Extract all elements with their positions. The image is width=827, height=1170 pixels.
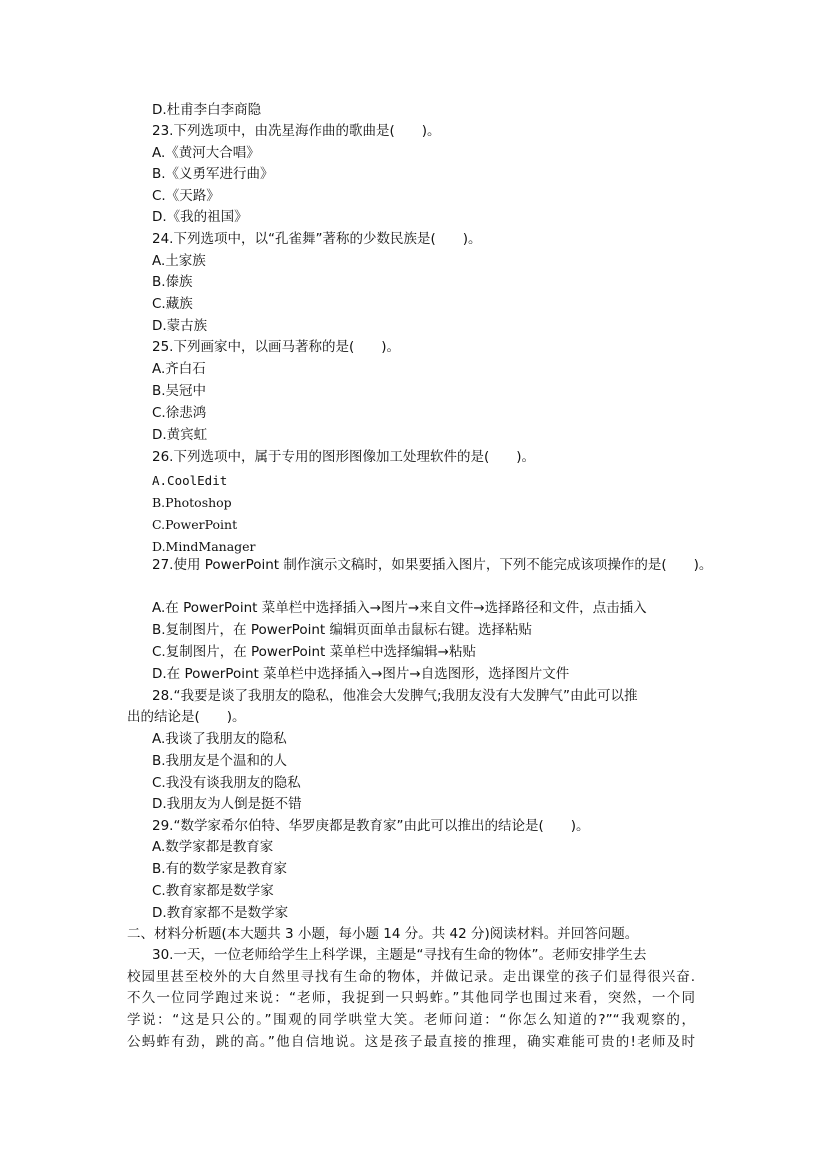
option-line: B.有的数学家是教育家 xyxy=(152,861,288,877)
option-line: D.我朋友为人倒是挺不错 xyxy=(152,796,302,812)
option-line: C.复制图片，在 PowerPoint 菜单栏中选择编辑→粘贴 xyxy=(152,644,476,660)
option-line: C.徐悲鸿 xyxy=(152,405,207,421)
question-25: 25.下列画家中，以画马著称的是( )。 xyxy=(152,339,401,355)
option-line: B.《义勇军进行曲》 xyxy=(152,166,274,182)
paragraph-line: 公蚂蚱有劲，跳的高。”他自信地说。这是孩子最直接的推理，确实难能可贵的!老师及时 xyxy=(127,1034,695,1050)
option-line: D.杜甫李白李商隐 xyxy=(152,102,262,118)
option-line: C.PowerPoint xyxy=(152,517,238,532)
section-heading: 二、材料分析题(本大题共 3 小题，每小题 14 分。共 42 分)阅读材料。并回答问题。 xyxy=(127,926,639,942)
option-line: A.数学家都是教育家 xyxy=(152,839,274,855)
option-line: B.复制图片，在 PowerPoint 编辑页面单击鼠标右键。选择粘贴 xyxy=(152,622,532,638)
paragraph-line: 不久一位同学跑过来说：“老师，我捉到一只蚂蚱。”其他同学也围过来看，突然，一个同 xyxy=(127,990,695,1006)
option-line: A.土家族 xyxy=(152,253,206,269)
paragraph-line: 学说：“这是只公的。”围观的同学哄堂大笑。老师问道：“你怎么知道的?”“我观察的， xyxy=(127,1012,695,1028)
option-line: B.Photoshop xyxy=(152,495,232,510)
option-line: D.黄宾虹 xyxy=(152,427,208,443)
question-26: 26.下列选项中，属于专用的图形图像加工处理软件的是( )。 xyxy=(152,449,536,465)
paragraph-line: 校园里甚至校外的大自然里寻找有生命的物体，并做记录。走出课堂的孩子们显得很兴奋. xyxy=(127,969,695,985)
question-28: 28.“我要是谈了我朋友的隐私，他准会大发脾气;我朋友没有大发脾气”由此可以推 xyxy=(152,688,638,704)
question-28-continued: 出的结论是( )。 xyxy=(127,709,246,725)
question-27: 27.使用 PowerPoint 制作演示文稿时，如果要插入图片，下列不能完成该项操作的是( )。 xyxy=(152,557,713,573)
option-line: D.教育家都不是数学家 xyxy=(152,905,289,921)
option-line: A.我谈了我朋友的隐私 xyxy=(152,731,287,747)
option-line: B.傣族 xyxy=(152,274,193,290)
question-30: 30.一天，一位老师给学生上科学课，主题是“寻找有生命的物体”。老师安排学生去 xyxy=(152,947,647,963)
option-line: A.在 PowerPoint 菜单栏中选择插入→图片→来自文件→选择路径和文件，点击插入 xyxy=(152,600,647,616)
option-line: D.《我的祖国》 xyxy=(152,209,248,225)
option-line: C.藏族 xyxy=(152,296,193,312)
question-29: 29.“数学家希尔伯特、华罗庚都是教育家”由此可以推出的结论是( )。 xyxy=(152,818,590,834)
option-line: B.吴冠中 xyxy=(152,383,207,399)
option-line: A.CoolEdit xyxy=(152,473,228,488)
question-24: 24.下列选项中，以“孔雀舞”著称的少数民族是( )。 xyxy=(152,231,482,247)
option-line: A.齐白石 xyxy=(152,361,206,377)
option-line: C.教育家都是数学家 xyxy=(152,883,274,899)
option-line: C.我没有谈我朋友的隐私 xyxy=(152,775,301,791)
option-line: D.MindManager xyxy=(152,539,256,554)
question-23: 23.下列选项中，由冼星海作曲的歌曲是( )。 xyxy=(152,123,441,139)
option-line: A.《黄河大合唱》 xyxy=(152,145,260,161)
option-line: D.在 PowerPoint 菜单栏中选择插入→图片→自选图形，选择图片文件 xyxy=(152,666,570,682)
option-line: D.蒙古族 xyxy=(152,318,208,334)
option-line: C.《天路》 xyxy=(152,188,220,204)
option-line: B.我朋友是个温和的人 xyxy=(152,753,288,769)
